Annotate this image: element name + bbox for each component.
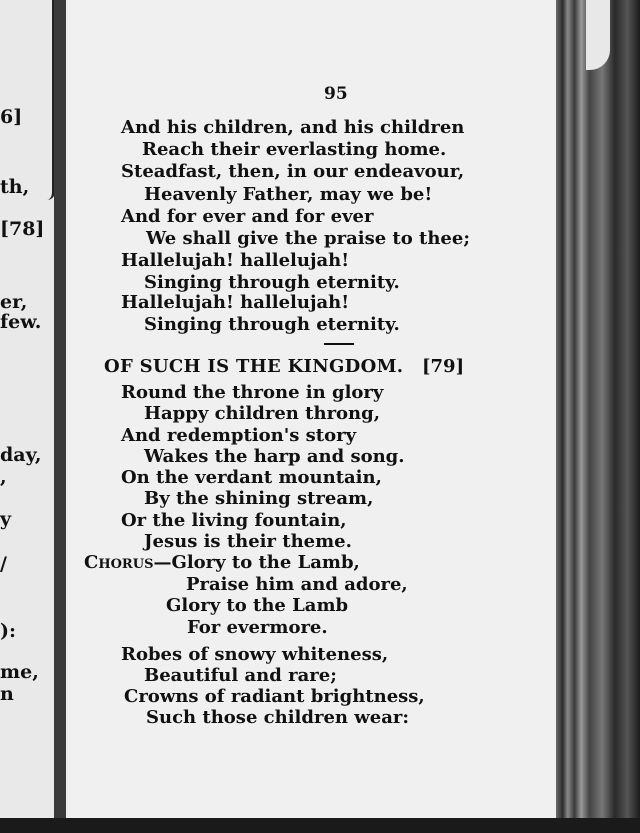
- verse-line: Robes of snowy whiteness,: [121, 644, 389, 665]
- verse-line: Such those children wear:: [146, 707, 409, 728]
- verse-line: And for ever and for ever: [121, 206, 374, 227]
- hymn-title: OF SUCH IS THE KINGDOM.: [104, 356, 404, 377]
- left-fragment: n: [0, 683, 14, 705]
- verse-line: Wakes the harp and song.: [144, 446, 405, 467]
- chorus-text: —Glory to the Lamb,: [153, 552, 360, 573]
- verse-line: Or the living fountain,: [121, 510, 347, 531]
- chorus-line: Glory to the Lamb: [166, 595, 349, 616]
- chorus-label: Chorus: [84, 552, 154, 573]
- verse-line: Singing through eternity.: [144, 272, 400, 293]
- book-binding-edge: [556, 0, 640, 818]
- chorus-line: For evermore.: [187, 617, 328, 638]
- verse-line: On the verdant mountain,: [121, 467, 382, 488]
- verse-line: Steadfast, then, in our endeavour,: [121, 161, 465, 182]
- scan-border: [0, 818, 640, 833]
- verse-line: And redemption's story: [121, 425, 357, 446]
- page-number: 95: [324, 84, 348, 104]
- left-fragment: me,: [0, 661, 39, 683]
- verse-line: Hallelujah! hallelujah!: [121, 250, 350, 271]
- verse-line: Crowns of radiant brightness,: [124, 686, 425, 707]
- verse-line: Jesus is their theme.: [144, 531, 352, 552]
- verse-line: We shall give the praise to thee;: [146, 228, 470, 249]
- left-fragment: ):: [0, 620, 17, 642]
- chorus-line: Praise him and adore,: [186, 574, 408, 595]
- verse-line: Hallelujah! hallelujah!: [121, 292, 350, 313]
- left-fragment: few.: [0, 311, 42, 333]
- left-fragment: er,: [0, 291, 28, 313]
- chorus-line: [84, 554, 360, 572]
- verse-line: Round the throne in glory: [121, 382, 384, 403]
- verse-line: Happy children throng,: [144, 403, 380, 424]
- left-fragment: ,: [0, 466, 7, 488]
- section-divider: [324, 343, 354, 345]
- page-edge-highlight: [586, 0, 610, 70]
- left-fragment: y: [0, 508, 12, 530]
- previous-page-strip: [0, 0, 58, 818]
- hymn-number: [79]: [422, 356, 465, 377]
- verse-line: Beautiful and rare;: [144, 665, 337, 686]
- left-fragment: th,: [0, 176, 30, 198]
- verse-line: Heavenly Father, may we be!: [144, 184, 433, 205]
- left-fragment: [78]: [0, 218, 45, 240]
- left-fragment: day,: [0, 444, 42, 466]
- verse-line: And his children, and his children: [121, 117, 465, 138]
- left-fragment: /: [0, 553, 7, 575]
- verse-line: Reach their everlasting home.: [142, 139, 447, 160]
- left-fragment: 6]: [0, 106, 23, 128]
- verse-line: By the shining stream,: [144, 488, 374, 509]
- verse-line: Singing through eternity.: [144, 314, 400, 335]
- hymn-page: [66, 0, 560, 818]
